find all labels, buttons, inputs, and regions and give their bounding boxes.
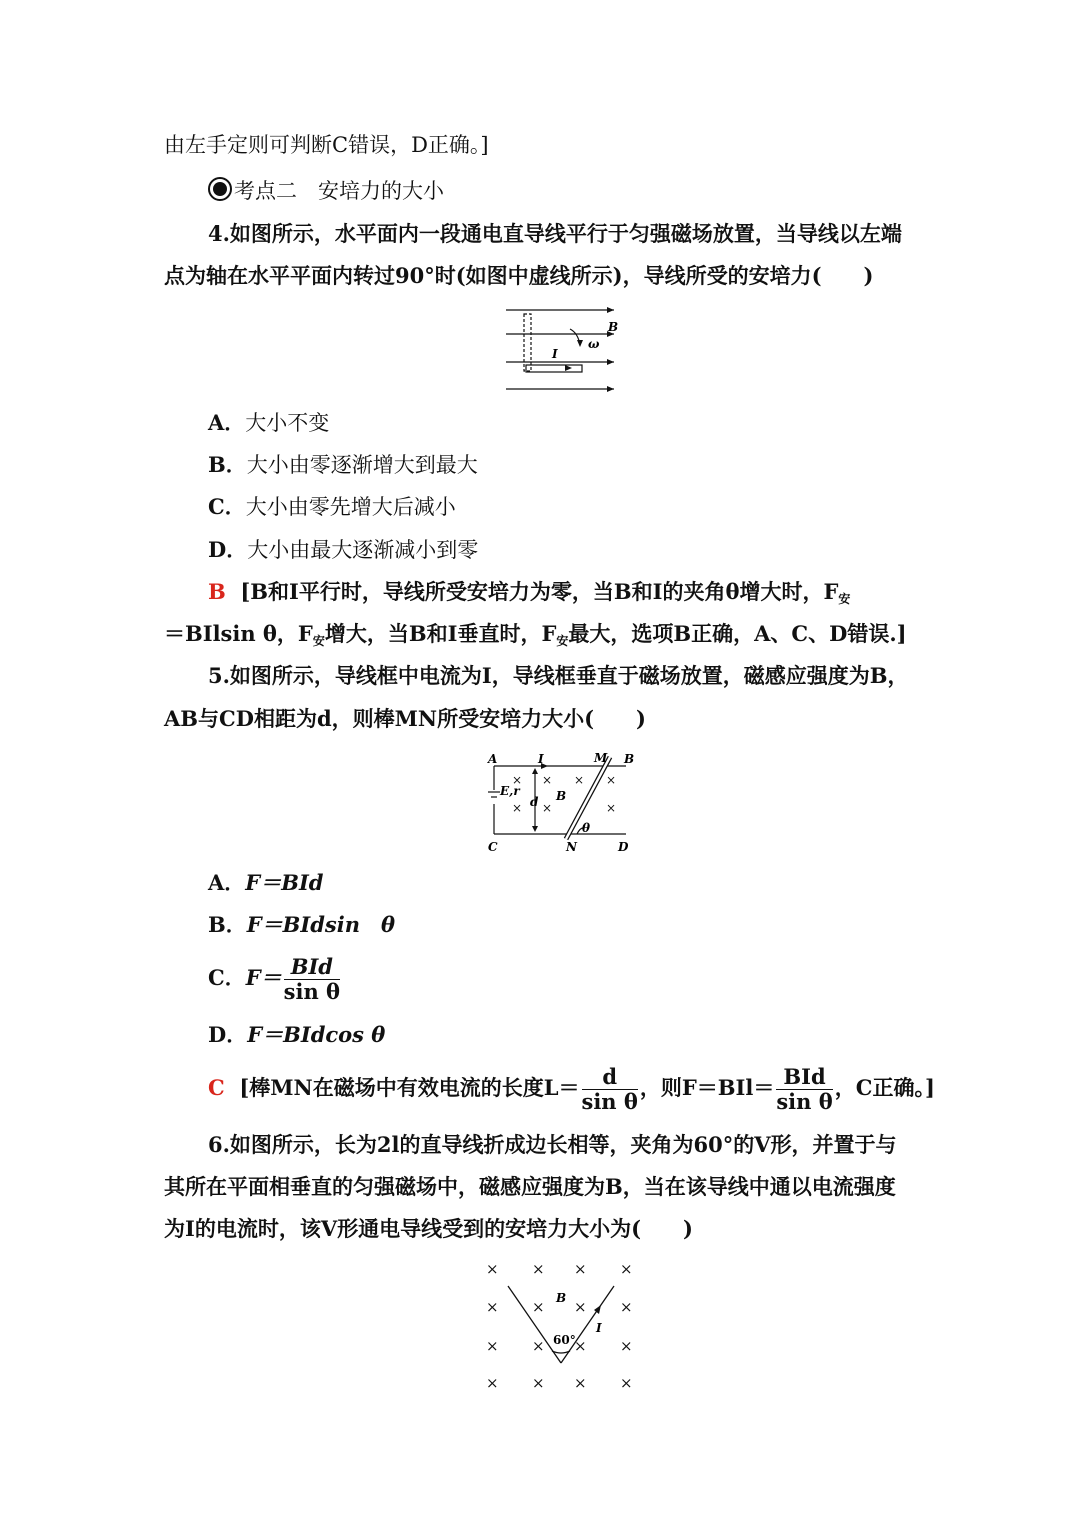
bullet-icon bbox=[208, 177, 232, 201]
q4-label-I: I bbox=[552, 347, 558, 361]
svg-text:×: × bbox=[532, 1337, 545, 1355]
q4-stem-line2: 点为轴在水平平面内转过90°时(如图中虚线所示)，导线所受的安培力( ) bbox=[164, 263, 874, 288]
q5-label-B-corner: B bbox=[624, 752, 635, 766]
q5-label-C: C bbox=[488, 840, 498, 854]
svg-text:×: × bbox=[574, 773, 585, 787]
svg-text:×: × bbox=[486, 1298, 499, 1316]
q5-label-A: A bbox=[488, 752, 498, 766]
svg-text:×: × bbox=[532, 1298, 545, 1316]
q5-option-b: B．F＝BIdsin θ bbox=[208, 912, 395, 937]
svg-text:×: × bbox=[620, 1337, 633, 1355]
q5-option-a: A．F＝BId bbox=[208, 870, 324, 895]
q5-label-N: N bbox=[566, 840, 577, 854]
q5-label-B-center: B bbox=[556, 789, 567, 803]
q4-explanation-line2: ＝BIlsin θ，$F_安$增大，当B和I垂直时，$F_安$最大，选项B正确，A、C、D错误.] bbox=[164, 621, 907, 648]
q6-label-B: B bbox=[556, 1291, 567, 1305]
q5-option-d: D．F＝BIdcos θ bbox=[208, 1022, 386, 1047]
svg-text:×: × bbox=[532, 1260, 545, 1278]
q4-option-a: A．大小不变 bbox=[208, 410, 330, 435]
svg-text:×: × bbox=[542, 773, 553, 787]
q4-option-c: C．大小由零先增大后减小 bbox=[208, 494, 456, 519]
svg-text:×: × bbox=[574, 1337, 587, 1355]
svg-text:×: × bbox=[486, 1337, 499, 1355]
q4-option-d: D．大小由最大逐渐减小到零 bbox=[208, 537, 479, 562]
svg-text:×: × bbox=[620, 1374, 633, 1392]
svg-text:×: × bbox=[606, 801, 617, 815]
q6-stem-line3: 为I的电流时，该V形通电导线受到的安培力大小为( ) bbox=[164, 1216, 693, 1241]
svg-text:×: × bbox=[606, 773, 617, 787]
q5-label-theta: θ bbox=[582, 821, 591, 835]
q5-label-d: d bbox=[530, 795, 539, 809]
svg-text:×: × bbox=[486, 1374, 499, 1392]
svg-text:×: × bbox=[532, 1374, 545, 1392]
q5-label-M: M bbox=[594, 751, 608, 765]
q5-label-I: I bbox=[538, 752, 544, 766]
section-title: 考点二 安培力的大小 bbox=[234, 179, 444, 203]
svg-text:×: × bbox=[542, 801, 553, 815]
q5-explanation: C [棒MN在磁场中有效电流的长度L＝ $\frac{d}{\text{sin θ}}$ ，则F＝BIl＝ $\frac{\text{BId}}{\text{sin θ}}$ ，C正确。] bbox=[208, 1064, 935, 1114]
q6-stem-line2: 其所在平面相垂直的匀强磁场中，磁感应强度为B，当在该导线中通以电流强度 bbox=[164, 1174, 896, 1199]
q4-option-b: B．大小由零逐渐增大到最大 bbox=[208, 452, 478, 477]
q4-stem-line1: 4.如图所示，水平面内一段通电直导线平行于匀强磁场放置，当导线以左端 bbox=[208, 221, 902, 246]
svg-text:×: × bbox=[620, 1260, 633, 1278]
q5-figure bbox=[484, 748, 636, 856]
q5-stem-line2: AB与CD相距为d，则棒MN所受安培力大小( ) bbox=[164, 706, 646, 731]
q6-label-I: I bbox=[596, 1321, 602, 1335]
svg-text:×: × bbox=[620, 1298, 633, 1316]
svg-text:×: × bbox=[574, 1374, 587, 1392]
continuation-text: 由左手定则可判断C错误，D正确。] bbox=[164, 133, 489, 157]
svg-text:×: × bbox=[512, 773, 523, 787]
q4-figure bbox=[498, 303, 626, 395]
svg-text:×: × bbox=[486, 1260, 499, 1278]
q6-figure bbox=[480, 1256, 640, 1396]
q6-label-angle: 60° bbox=[553, 1333, 576, 1347]
svg-text:×: × bbox=[512, 801, 523, 815]
q5-answer: C bbox=[208, 1075, 225, 1100]
svg-text:×: × bbox=[574, 1260, 587, 1278]
q6-stem-line1: 6.如图所示，长为2l的直导线折成边长相等，夹角为60°的V形，并置于与 bbox=[208, 1132, 897, 1157]
q4-answer: B bbox=[208, 579, 226, 604]
q4-label-B: B bbox=[608, 320, 619, 334]
q4-label-omega: ω bbox=[588, 337, 600, 351]
q5-label-Er: E,r bbox=[500, 784, 520, 798]
q5-option-c: C．F＝ $\frac{\text{BId}}{\text{sin θ}}$ bbox=[208, 954, 341, 1004]
q5-label-D: D bbox=[618, 840, 629, 854]
svg-text:×: × bbox=[574, 1298, 587, 1316]
section-heading bbox=[208, 176, 444, 206]
q5-stem-line1: 5.如图所示，导线框中电流为I，导线框垂直于磁场放置，磁感应强度为B， bbox=[208, 663, 909, 688]
q4-explanation-line1: B [B和I平行时，导线所受安培力为零，当B和I的夹角θ增大时，$F_安$ bbox=[208, 579, 851, 606]
